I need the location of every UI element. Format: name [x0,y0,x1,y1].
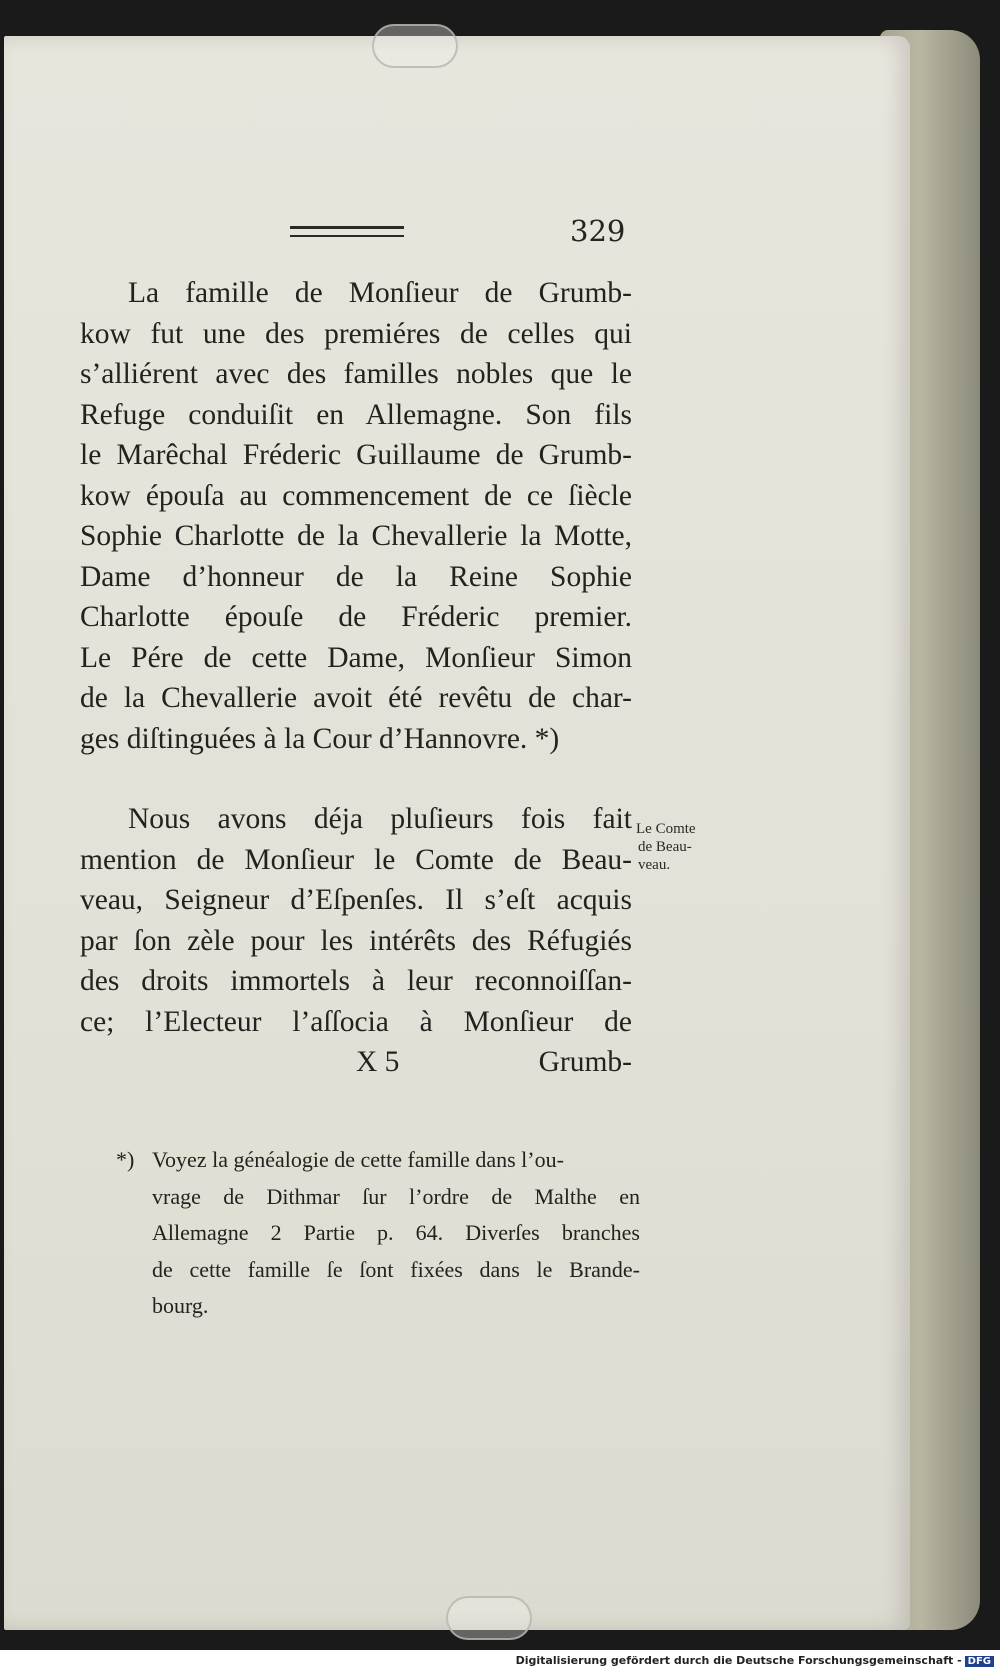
body-line: mention de Monſieur le Comte de Beau- [80,843,632,876]
body-line: La famille de Monſieur de Grumb- [128,277,632,309]
margin-note-line: Le Comte [636,821,696,837]
footnote-line: vrage de Dithmar ſur l’ordre de Malthe en [152,1183,640,1209]
body-line: s’alliérent avec des familles nobles que le [80,358,632,390]
body-line: Dame d’honneur de la Reine Sophie [80,560,632,593]
footnote-mark: *) [116,1147,135,1172]
body-line: de la Chevallerie avoit été revêtu de char- [80,682,632,714]
margin-note-line: de Beau- [638,839,692,855]
body-text [80,273,632,1083]
body-line: Le Pére de cette Dame, Monſieur Simon [80,641,632,674]
page-clip-bottom [446,1596,532,1640]
header-rule [290,226,404,237]
page-clip-top [372,24,458,68]
body-line: des droits immortels à leur reconnoiſſan- [80,965,632,997]
catchword: Grumb- [538,1046,632,1078]
body-line: ges diſtinguées à la Cour d’Hannovre. *) [80,722,560,755]
margin-note [636,820,716,874]
credit-text: Digitalisierung gefördert durch die Deutsche Forschungsgemeinschaft - [515,1654,962,1667]
footnote-line: bourg. [152,1293,209,1318]
body-line: Charlotte épouſe de Fréderic premier. [80,601,632,633]
signature-mark: X 5 [356,1046,400,1078]
body-line: Sophie Charlotte de la Chevallerie la Motte, [80,520,632,552]
body-line: veau, Seigneur d’Eſpenſes. Il s’eſt acquis [80,884,632,916]
digitization-credit [516,1654,994,1667]
dfg-logo: DFG [965,1656,994,1667]
footnote [116,1142,640,1325]
page-number: 329 [570,214,626,248]
footnote-line: Allemagne 2 Partie p. 64. Diverſes branches [152,1220,640,1245]
footnote-line: de cette famille ſe ſont fixées dans le Brande- [152,1256,640,1282]
footnote-text: Voyez la généalogie de cette famille dans l’ou- [152,1147,564,1172]
body-line: kow épouſa au commencement de ce ſiècle [80,479,632,512]
paragraph-gap [80,759,632,799]
body-line: par ſon zèle pour les intérêts des Réfugiés [80,924,632,957]
body-line: Refuge conduiſit en Allemagne. Son fils [80,398,632,431]
body-line: le Marêchal Fréderic Guillaume de Grumb- [80,439,632,471]
margin-note-line: veau. [638,857,671,873]
body-line: kow fut une des premiéres de celles qui [80,317,632,350]
footnote-line [116,1142,640,1179]
body-line: ce; l’Electeur l’aſſocia à Monſieur de [80,1005,632,1038]
catchword-line [80,1042,632,1083]
body-line: Nous avons déja pluſieurs fois fait [128,803,632,835]
